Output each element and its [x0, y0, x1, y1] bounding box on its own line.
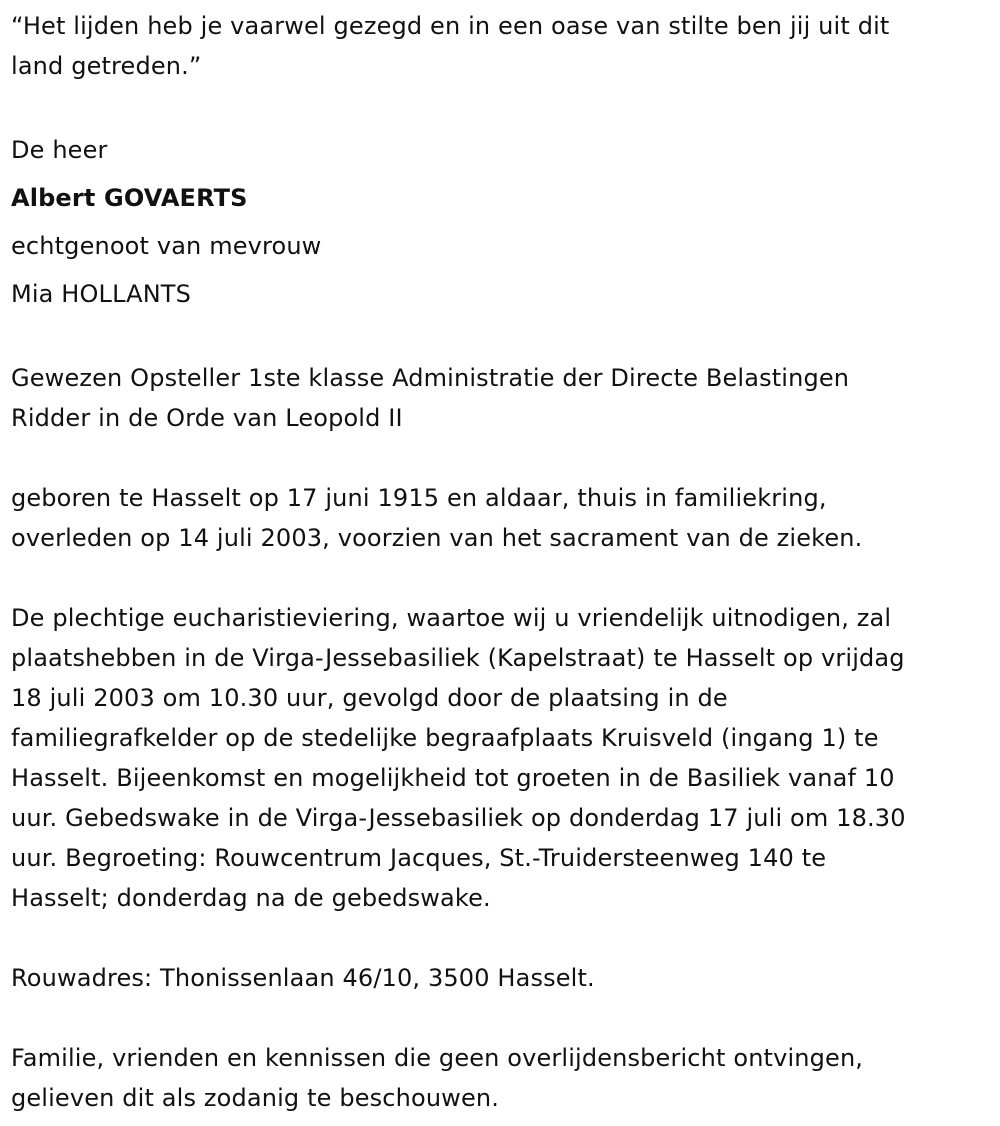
- address-block: [11, 958, 993, 998]
- ceremony-line-1: De plechtige eucharistieviering, waartoe wij u vriendelijk uitnodigen, zal: [11, 604, 892, 632]
- quote-line-1: “Het lijden heb je vaarwel gezegd en in een oase van stilte ben jij uit dit: [11, 12, 890, 40]
- person-block: [11, 126, 993, 318]
- relation-text: echtgenoot van mevrouw: [11, 232, 322, 260]
- spacer: [11, 318, 993, 358]
- birth-death-block: [11, 478, 993, 558]
- title-line-2: Ridder in de Orde van Leopold II: [11, 404, 403, 432]
- deceased-name: Albert GOVAERTS: [11, 184, 248, 212]
- obituary-document: [11, 6, 993, 1118]
- ceremony-line-8: Hasselt; donderdag na de gebedswake.: [11, 884, 491, 912]
- ceremony-line-2: plaatshebben in de Virga-Jessebasiliek (Kapelstraat) te Hasselt op vrijdag: [11, 644, 905, 672]
- closing-line-1: Familie, vrienden en kennissen die geen overlijdensbericht ontvingen,: [11, 1044, 864, 1072]
- spacer: [11, 558, 993, 598]
- death-line: overleden op 14 juli 2003, voorzien van het sacrament van de zieken.: [11, 524, 863, 552]
- ceremony-line-6: uur. Gebedswake in de Virga-Jessebasiliek op donderdag 17 juli om 18.30: [11, 804, 906, 832]
- closing-block: [11, 1038, 993, 1118]
- spacer: [11, 86, 993, 126]
- spacer: [11, 438, 993, 478]
- ceremony-line-7: uur. Begroeting: Rouwcentrum Jacques, St.-Truidersteenweg 140 te: [11, 844, 827, 872]
- ceremony-line-4: familiegrafkelder op de stedelijke begraafplaats Kruisveld (ingang 1) te: [11, 724, 879, 752]
- mourning-address: Rouwadres: Thonissenlaan 46/10, 3500 Hasselt.: [11, 964, 595, 992]
- titles-block: [11, 358, 993, 438]
- spouse-name: Mia HOLLANTS: [11, 280, 192, 308]
- birth-line: geboren te Hasselt op 17 juni 1915 en aldaar, thuis in familiekring,: [11, 484, 827, 512]
- closing-line-2: gelieven dit als zodanig te beschouwen.: [11, 1084, 500, 1112]
- ceremony-line-3: 18 juli 2003 om 10.30 uur, gevolgd door de plaatsing in de: [11, 684, 728, 712]
- spacer: [11, 918, 993, 958]
- title-line-1: Gewezen Opsteller 1ste klasse Administratie der Directe Belastingen: [11, 364, 850, 392]
- salutation: De heer: [11, 136, 108, 164]
- quote-line-2: land getreden.”: [11, 52, 202, 80]
- ceremony-block: [11, 598, 993, 918]
- ceremony-line-5: Hasselt. Bijeenkomst en mogelijkheid tot groeten in de Basiliek vanaf 10: [11, 764, 895, 792]
- opening-quote: [11, 6, 993, 86]
- spacer: [11, 998, 993, 1038]
